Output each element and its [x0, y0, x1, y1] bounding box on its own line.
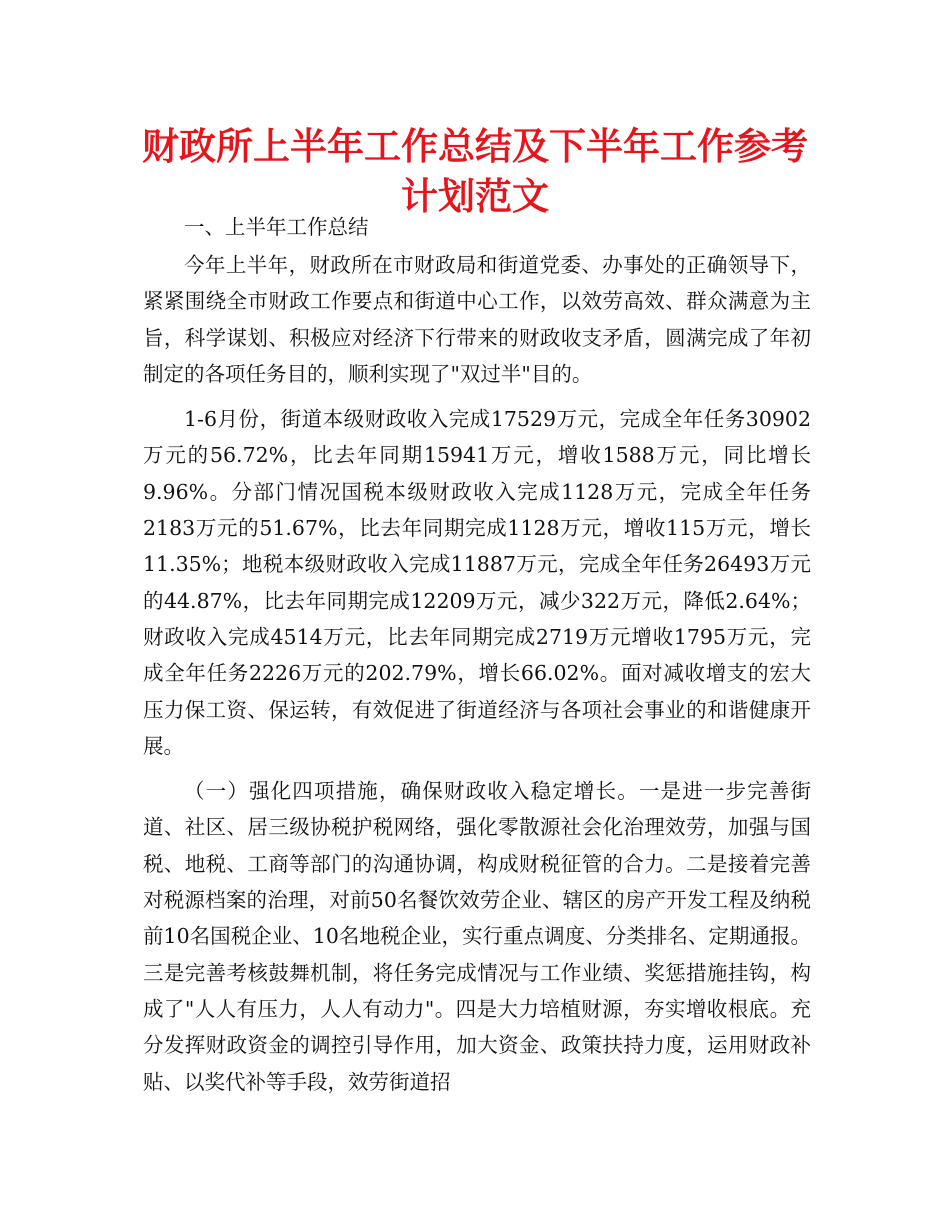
document-body: [143, 211, 811, 1100]
paragraph-measures: （一）强化四项措施，确保财政收入稳定增长。一是进一步完善街道、社区、居三级协税护税网络，强化零散源社会化治理效劳，加强与国税、地税、工商等部门的沟通协调，构成财税征管的合力。二是接着完善对税源档案的治理，对前50名餐饮效劳企业、辖区的房产开发工程及纳税前10名国税企业、10名地税企业，实行重点调度、分类排名、定期通报。三是完善考核鼓舞机制，将任务完成情况与工作业绩、奖惩措施挂钩，构成了"人人有压力，人人有动力"。四是大力培植财源，夯实增收根底。充分发挥财政资金的调控引导作用，加大资金、政策扶持力度，运用财政补贴、以奖代补等手段，效劳街道招: [143, 779, 811, 1094]
paragraph-revenue-figures: 1-6月份，街道本级财政收入完成17529万元，完成全年任务30902万元的56.72%，比去年同期15941万元，增收1588万元，同比增长9.96%。分部门情况国税本级财政收入完成1128万元，完成全年任务2183万元的51.67%，比去年同期完成1128万元，增收115万元，增长11.35%；地税本级财政收入完成11887万元，完成全年任务26493万元的44.87%，比去年同期完成12209万元，减少322万元，降低2.64%；财政收入完成4514万元，比去年同期完成2719万元增收1795万元，完成全年任务2226万元的202.79%，增长66.02%。面对减收增支的宏大压力保工资、保运转，有效促进了街道经济与各项社会事业的和谐健康开展。: [143, 407, 811, 758]
document-title-line-2: 计划范文: [401, 175, 549, 218]
document-title: [120, 122, 830, 222]
section-heading: 一、上半年工作总结: [184, 215, 369, 239]
paragraph-overview: 今年上半年，财政所在市财政局和街道党委、办事处的正确领导下，紧紧围绕全市财政工作要点和街道中心工作，以效劳高效、群众满意为主旨，科学谋划、积极应对经济下行带来的财政收支矛盾，圆满完成了年初制定的各项任务目的，顺利实现了"双过半"目的。: [143, 253, 811, 386]
document-title-line-1: 财政所上半年工作总结及下半年工作参考: [142, 125, 808, 168]
